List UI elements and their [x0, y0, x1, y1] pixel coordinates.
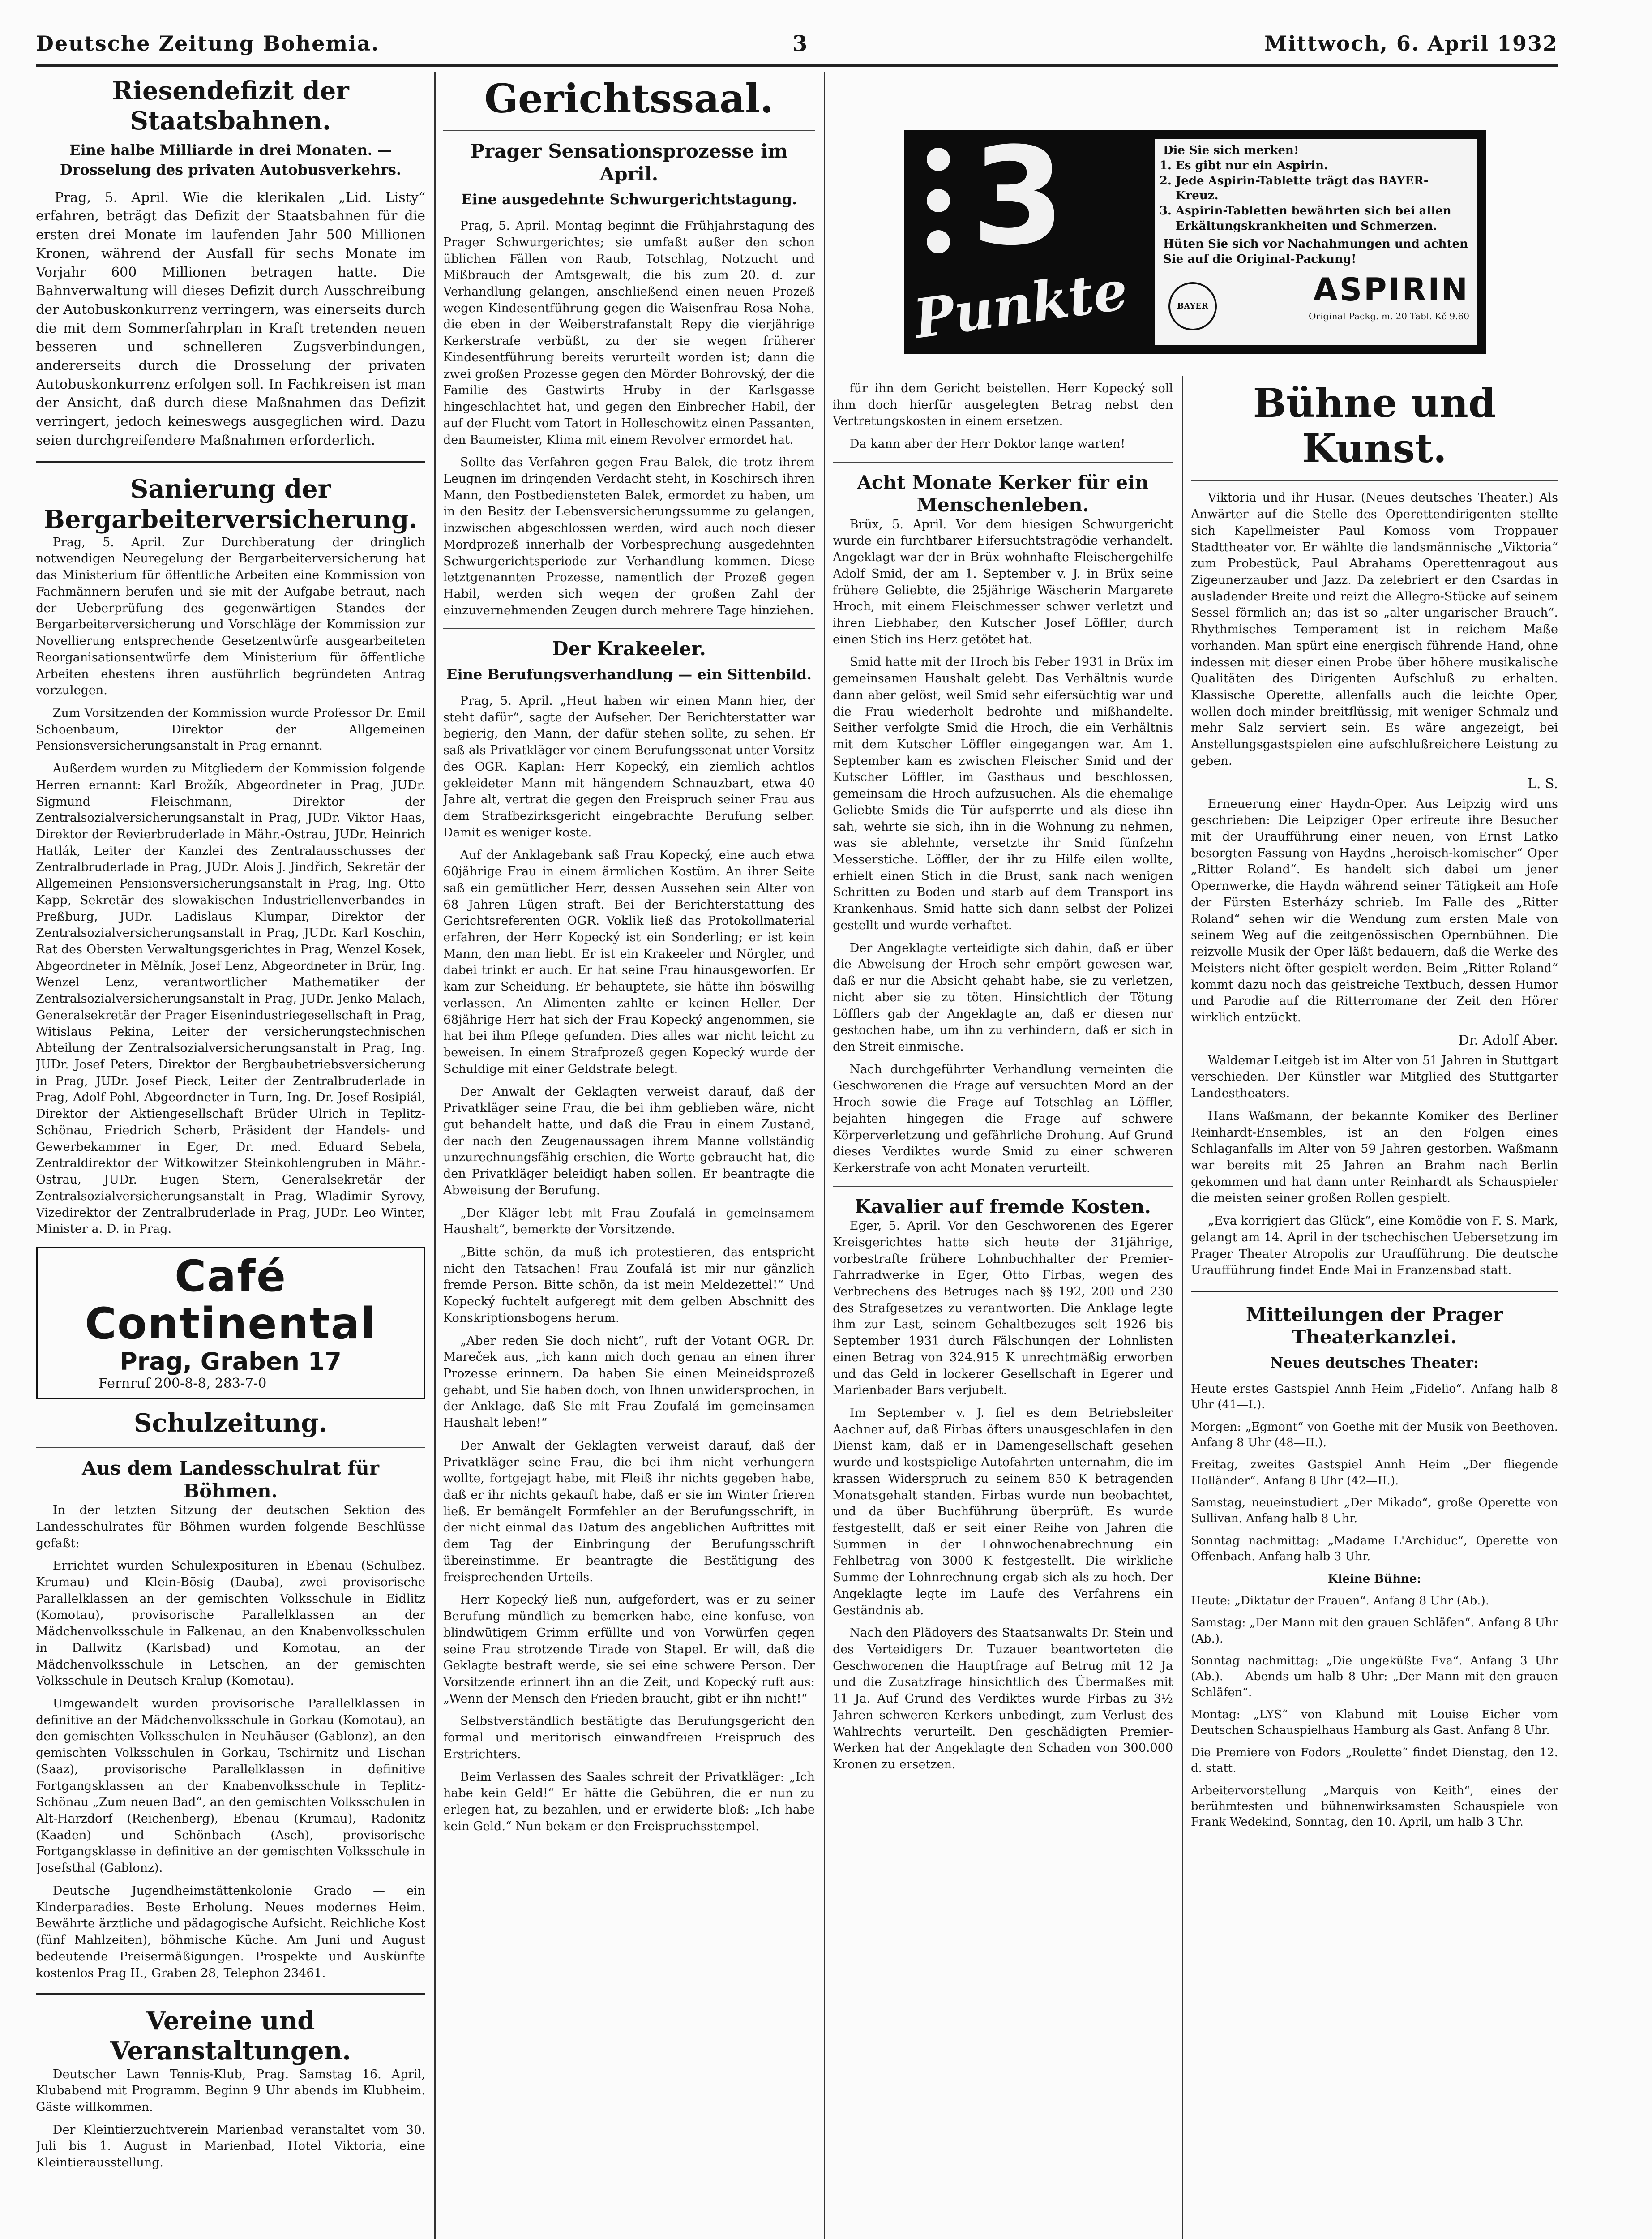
article-body: „Der Kläger lebt mit Frau Zoufalá in gemeinsamem Haushalt“, bemerkte der Vorsitzende.: [443, 1206, 815, 1237]
section-title: Schulzeitung.: [134, 1408, 327, 1438]
section-title: Gerichtssaal.: [484, 76, 774, 122]
listing: Heute erstes Gastspiel Annh Heim „Fidelio“. Anfang halb 8 Uhr (41—I.).: [1191, 1382, 1558, 1412]
divider: [36, 1993, 425, 1995]
article-body: Waldemar Leitgeb ist im Alter von 51 Jahren in Stuttgart verschieden. Der Künstler war Mitglied des Stuttgarter Landestheaters.: [1191, 1053, 1558, 1101]
listing: Sonntag nachmittag: „Madame L'Archiduc“, Operette von Offenbach. Anfang halb 3 Uhr.: [1191, 1534, 1558, 1564]
listing: Samstag, neueinstudiert „Der Mikado“, große Operette von Sullivan. Anfang halb 8 Uhr.: [1191, 1496, 1558, 1526]
article-body: „Eva korrigiert das Glück“, eine Komödie von F. S. Mark, gelangt am 14. April in der tschechischen Uebersetzung im Prager Theater Atropolis zur Uraufführung. Die deutsche Uraufführung findet Ende Mai in Franzensbad statt.: [1191, 1214, 1558, 1278]
section-title: Vereine und Veranstaltungen.: [110, 2006, 351, 2066]
article-body: für ihn dem Gericht beistellen. Herr Kopecký soll ihm doch hierfür ausgelegten Betrag nebst den Vertretungskosten in einem ersetzen.: [833, 382, 1173, 429]
article-body: Beim Verlassen des Saales schreit der Privatkläger: „Ich habe kein Geld!“ Er hätte die Gebühren, die er nun zu erlegen hat, zu bezahlen, und er erwiderte bloß: „Ich habe kein Geld.“ Nun bekam er den Freispruchsstempel.: [443, 1770, 815, 1833]
ad-points: [1163, 159, 1469, 234]
ad-brand: ASPIRIN: [1313, 271, 1469, 309]
article-body: Auf der Anklagebank saß Frau Kopecký, eine auch etwa 60jährige Frau in einem ärmlichen Kostüm. An ihrer Seite saß ein gemütlicher Herr, dessen Aussehen sein Alter von 68 Jahren Lügen straft. Bei der Berichterstattung des Gerichtsreferenten OGR. Voklik ließ das Protokollmaterial erfahren, der Herr Kopecký ist ein Sonderling; er ist kein Mann, den man liebt. Er ist ein Krakeeler und Nörgler, und dabei trinkt er auch. Er hat seine Frau hinausgeworfen. Er kam zur Scheidung. Er behauptete, sie hätte ihn böswillig verlassen. An Alimenten zahlte er keinen Heller. Der 68jährige Herr hat sich der Frau Kopecký angenommen, sie hat bei ihm Pflege gefunden. Dies alles war nicht leicht zu beweisen. In einem Strafprozeß gegen Kopecký wurde der Schuldige mit einer Geldstrafe belegt.: [443, 848, 815, 1076]
divider: [833, 462, 1173, 463]
listing: Die Premiere von Fodors „Roulette“ findet Dienstag, den 12. d. statt.: [1191, 1746, 1558, 1776]
article-body: „Bitte schön, da muß ich protestieren, das entspricht nicht den Tatsachen! Frau Zoufalá ist mir nur gänzlich fremde Person. Bitte schön, da ist mein Meldezettel!“ Und Kopecký fuchtelt aufgeregt mit dem gelben Abschnitt des Konskriptionsbogens herum.: [443, 1245, 815, 1325]
article-subtitle: Eine ausgedehnte Schwurgerichtstagung.: [461, 190, 797, 208]
signature: L. S.: [1527, 776, 1558, 792]
listing: Heute: „Diktatur der Frauen“. Anfang 8 Uhr (Ab.).: [1191, 1594, 1489, 1608]
article-body: Erneuerung einer Haydn-Oper. Aus Leipzig wird uns geschrieben: Die Leipziger Oper erfreute ihre Besucher mit der Uraufführung einer neuen, von Ernst Latko besorgten Fassung von Haydns „heroisch-komischer“ Oper „Ritter Roland“. Es handelt sich dabei um jener Opernwerke, die Haydn während seiner Tätigkeit am Hofe der Fürsten Esterházy schrieb. Im Falle des „Ritter Roland“ sehen wir die Wendung zum ersten Male von seinem Weg auf die zeitgenössischen Opernbühnen. Die reizvolle Musik der Oper läßt bedauern, daß die Werke des Meisters nicht öfter gespielt werden. Beim „Ritter Roland“ kommt dazu noch das geistreiche Textbuch, dessen Humor und Parodie auf die Ritterromane der Zeit den Hörer wirklich entzückt.: [1191, 797, 1558, 1025]
issue-date: Mittwoch, 6. April 1932: [1264, 31, 1558, 56]
article-body: Viktoria und ihr Husar. (Neues deutsches Theater.) Als Anwärter auf die Stelle des Operettendirigenten stellte sich Kapellmeister Paul Komoss vom Troppauer Stadttheater vor. Er wählte die landsmännische „Viktoria“ zum Probestück, Paul Abrahams Operettenragout aus Zigeunerzauber und Jazz. Da zelebriert er den Csardas in ausladender Breite und reizt die Allegro-Stücke auf seinem Sessel förmlich an; das ist so „alter ungarischer Brauch“. Rhythmisches Temperament ist in reichem Maße vorhanden. Man spürt eine energisch führende Hand, ohne indessen mit dieser einen Probe über höhere musikalische Qualitäten des Dirigenten Aufschluß zu erhalten. Klassische Operette, allenfalls auch die leichte Oper, wollen doch minder breitflüssig, mit weniger Schmalz und mehr Salz serviert sein. Es wäre angezeigt, bei Anstellungsgastspielen eine aufschlußreichere Leistung zu geben.: [1191, 491, 1558, 768]
listing-heading: Kleine Bühne:: [1327, 1572, 1421, 1586]
column-2: [443, 76, 815, 2239]
listing: Freitag, zweites Gastspiel Annh Heim „Der fliegende Holländer“. Anfang 8 Uhr (42—II.).: [1191, 1458, 1558, 1488]
divider: [36, 1447, 425, 1448]
column-4: [1191, 381, 1558, 2239]
article-title: Aus dem Landesschulrat für Böhmen.: [82, 1457, 379, 1502]
ad-address: Prag, Graben 17: [120, 1347, 342, 1376]
article-body: Im September v. J. fiel es dem Betriebsleiter Aachner auf, daß Firbas öfters unausgeschlafen in den Dienst kam, daß er in Damengesellschaft gesehen wurde und kostspielige Autofahrten unternahm, die im krassen Widerspruch zu seinem 850 K betragenden Monatsgehalt standen. Firbas wurde nun beobachtet, und da über Buchführung überprüft. Es wurde festgestellt, daß er seit einer Reihe von Jahren die Summen in der Lohnwochenabrechnung ein Fehlbetrag von 3000 K festgestellt. Die wirkliche Summe der Lohnrechnung ergab sich als zu hoch. Der Angeklagte legte im Laufe des Verfahrens ein Geständnis ab.: [833, 1406, 1173, 1617]
article-body: Prag, 5. April. Montag beginnt die Frühjahrstagung des Prager Schwurgerichtes; sie umfaßt außer den schon üblichen Fällen von Raub, Totschlag, Notzucht und Mißbrauch der Amtsgewalt, die bis zum 20. d. zur Verhandlung gelangen, anschließend einen neuen Prozeß wegen Kindesentführung gegen die Waisenfrau Rosa Noha, die eben in der Weiberstrafanstalt Repy die vierjährige Kerkerstrafe verbüßt, zu der sie wegen früherer Kindesentführung bereits verurteilt worden ist; dann die zwei großen Prozesse gegen den Mörder Bohrovský, der die Familie des Gastwirts Hruby in der Karlsgasse hingeschlachtet hat, und gegen den Einbrecher Habil, der auf der Flucht vom Tatort in Holleschowitz einen Passanten, den Baumeister, Klima mit einem Revolver ermordet hat.: [443, 219, 815, 447]
divider: [36, 461, 425, 463]
article-body: Hans Waßmann, der bekannte Komiker des Berliner Reinhardt-Ensembles, ist an den Folgen eines Schlaganfalls im Alter von 59 Jahren gestorben. Waßmann war bereits mit 25 Jahren an Brahm nach Berlin gekommen und hat dann unter Reinhardt als Schauspieler die meisten seiner großen Rollen gespielt.: [1191, 1109, 1558, 1205]
article-body: Nach den Plädoyers des Staatsanwalts Dr. Stein und des Verteidigers Dr. Tuzauer beantworteten die Geschworenen die Hauptfrage auf Betrug mit 12 Ja und die Zusatzfrage hinsichtlich des Übermaßes mit 11 Ja. Auf Grund des Verdiktes wurde Firbas zu 3½ Jahren schweren Kerkers unbedingt, zum Verlust des Wahlrechts verurteilt. Den geschädigten Premier-Werken hat der Angeklagte den Schaden von 300.000 Kronen zu ersetzen.: [833, 1626, 1173, 1772]
ad-phone: Fernruf 200-8-8, 283-7-0: [98, 1376, 267, 1392]
aspirin-ad: [904, 119, 1486, 354]
article-body: Da kann aber der Herr Doktor lange warten!: [849, 437, 1126, 451]
divider: [443, 130, 815, 131]
article-body: Smid hatte mit der Hroch bis Feber 1931 in Brüx im gemeinsamen Haushalt gelebt. Das Verhältnis wurde dann aber gelöst, weil Smid sehr eifersüchtig war und die Frau wiederholt bedrohte und mißhandelte. Seither verfolgte Smid die Hroch, die ein Verhältnis mit dem Kutscher Löffler eingegangen war. Am 1. September kam es zwischen Fleischer Smid und der Kutscher Löffler, im Gasthaus und beschlossen, gemeinsam die Hroch aufzusuchen. Als die ehemalige Geliebte Smids die Tür aufsperrte und als diese ihn sah, wehrte sie sich, ihn in die Wohnung zu nehmen, was sie ablehnte, versetzte ihr Smid fünfzehn Messerstiche. Löffler, der ihr zu Hilfe eilen wollte, erhielt einen Stich in die Brust, sank nach wenigen Schritten zu Boden und starb auf dem Transport ins Krankenhaus. Smid hatte sich dann selbst der Polizei gestellt und wurde verhaftet.: [833, 655, 1173, 932]
ad-point: 3. Aspirin-Tabletten bewährten sich bei allen Erkältungskrankheiten und Schmerzen.: [1176, 204, 1469, 234]
article-body: Brüx, 5. April. Vor dem hiesigen Schwurgericht wurde ein furchtbarer Eifersuchtstragödie verhandelt. Angeklagt war der in Brüx wohnhafte Fleischergehilfe Adolf Smid, der am 1. September v. J. in Brüx seine frühere Geliebte, die 25jährige Wäscherin Margarete Hroch, mit einem Fleischmesser schwer verletzt und ihren Liebhaber, den Kutscher Josef Löffler, durch einen Stich ins Herz getötet hat.: [833, 517, 1173, 647]
listing: Morgen: „Egmont“ von Goethe mit der Musik von Beethoven. Anfang 8 Uhr (48—II.).: [1191, 1420, 1558, 1450]
article-body: Außerdem wurden zu Mitgliedern der Kommission folgende Herren ernannt: Karl Brožík, Abgeordneter in Prag, JUDr. Sigmund Fleischmann, Direktor der Zentralsozialversicherungsanstalt in Prag, JUDr. Viktor Haas, Direktor der Revierbruderlade in Mähr.-Ostrau, JUDr. Heinrich Hatlák, Leiter der Kanzlei des Zentralausschusses der Zentralbruderlade in Prag, JUDr. Alois J. Jindřich, Sekretär der Allgemeinen Pensionsversicherungsanstalt in Prag, Ing. Otto Kapp, Sekretär des slowakischen Industriellenverbandes in Preßburg, JUDr. Ladislaus Klumpar, Direktor der Zentralsozialversicherungsanstalt in Prag, JUDr. Karl Koschin, Rat des Obersten Verwaltungsgerichtes in Prag, Wenzel Kosek, Abgeordneter in Mělník, Josef Lenz, Abgeordneter in Brür, Ing. Wenzel Lenz, verantwortlicher Mathematiker der Zentralsozialversicherungsanstalt in Prag, JUDr. Jenko Malach, Generalsekretär der Prager Eisenindustriegesellschaft in Prag, Witislaus Pekina, Leiter der versicherungstechnischen Abteilung der Zentralsozialversicherungsanstalt in Prag, Ing. JUDr. Josef Peters, Direktor der Bergbaubetriebsversicherung in Prag, JUDr. Josef Pieck, Leiter der Zentralbruderlade in Prag, Adolf Pohl, Abgeordneter in Turn, Ing. Dr. Josef Rosipiál, Direktor der Aktiengesellschaft Brüder Ulrich in Teplitz-Schönau, Friedrich Scherb, Präsident der Handels- und Gewerbekammer in Eger, Dr. med. Eduard Sebela, Zentraldirektor der Witkowitzer Steinkohlengruben in Mähr.-Ostrau, JUDr. Eugen Stern, Generalsekretär der Zentralsozialversicherungsanstalt in Prag, Wladimir Syrovy, Vizedirektor der Zentralbruderlade in Prag, JUDr. Leo Winter, Minister a. D. in Prag.: [36, 762, 425, 1236]
theater-heading: Neues deutsches Theater:: [1270, 1354, 1479, 1371]
article-body: Sollte das Verfahren gegen Frau Balek, die trotz ihrem Leugnen im dringenden Verdacht steht, in Koschirsch ihren Mann, den Postbediensteten Balek, ermordet zu haben, um in den Besitz der Lebensversicherungssumme zu gelangen, inzwischen abgeschlossen werden, wird auch noch dieser Mordprozeß innerhalb der Vorbesprechung ausgedehnten Schwurgerichtsperiode zur Verhandlung kommen. Diese letztgenannten Prozesse, namentlich der Prozeß gegen Habil, werden sich wegen der großen Zahl der einzuvernehmenden Zeugen durch mehrere Tage hinziehen.: [443, 455, 815, 618]
article-body: In der letzten Sitzung der deutschen Sektion des Landesschulrates für Böhmen wurden folgende Beschlüsse gefaßt:: [36, 1503, 425, 1550]
column-rule: [824, 72, 825, 2239]
article-title: Der Krakeeler.: [552, 638, 706, 660]
article-body: Der Anwalt der Geklagten verweist darauf, daß der Privatkläger seine Frau, die bei ihm nicht verhungern wollte, fortgejagt habe, mit Fleiß ihr nichts gegeben habe, daß er ihr nichts gekauft habe, daß er sie im Winter frieren ließ. Er bemängelt Formfehler an der Berufungsschrift, in der nicht einmal das Datum des angeblichen Auftrittes mit dem Tag der Einbringung der Berufungsschrift übereinstimme. Er beantragte die Bestätigung des freisprechenden Urteils.: [443, 1438, 815, 1584]
bayer-cross-icon: BAYER: [1168, 282, 1217, 330]
article-body: Prag, 5. April. Wie die klerikalen „Lid. Listy“ erfahren, beträgt das Defizit der Staatsbahnen für die ersten drei Monate im laufenden Jahr 500 Millionen Kronen, während der Ausfall für sechs Monate im Vorjahr 600 Millionen betragen hatte. Die Bahnverwaltung will dieses Defizit durch Ausschreibung der Autobuskonkurrenz verringern, was einerseits durch die mit dem Sommerfahrplan in Kraft tretenden neuen besseren und schnelleren Zugsverbindungen, andererseits durch die Drosselung der privaten Autobuskonkurrenz erfolgen soll. In Fachkreisen ist man der Ansicht, daß durch diese Maßnahmen das Defizit verringert, jedoch keineswegs ausgeglichen wird. Dazu seien durchgreifendere Maßnahmen erforderlich.: [36, 189, 425, 448]
ad-warning: Hüten Sie sich vor Nachahmungen und achten Sie auf die Original-Packung!: [1163, 237, 1468, 266]
listing: Samstag: „Der Mann mit den grauen Schläfen“. Anfang 8 Uhr (Ab.).: [1191, 1616, 1558, 1646]
ad-intro: Die Sie sich merken!: [1163, 144, 1299, 157]
ad-point: 1. Es gibt nur ein Aspirin.: [1176, 159, 1469, 174]
section-title: Bühne und Kunst.: [1253, 381, 1496, 472]
column-rule: [1182, 376, 1183, 2239]
divider: [443, 628, 815, 629]
article-body: Errichtet wurden Schulexposituren in Ebenau (Schulbez. Krumau) und Klein-Bösig (Dauba), zwei provisorische Parallelklassen an der gemischten Volksschule in Eidlitz (Komotau), provisorische Parallelklassen an der Mädchenvolksschule in Falkenau, an den Knabenvolksschulen in Dallwitz (Karlsbad) und Komotau, an der Mädchenvolksschule in Letschen, an der gemischten Volksschule in Deutsch Kralup (Komotau).: [36, 1559, 425, 1688]
article-title: Mitteilungen der Prager Theaterkanzlei.: [1245, 1304, 1503, 1348]
cafe-continental-ad: [36, 1247, 425, 1399]
article-title: Kavalier auf fremde Kosten.: [855, 1195, 1151, 1218]
divider: [1191, 1291, 1558, 1292]
article-body: Herr Kopecký ließ nun, aufgefordert, was er zu seiner Berufung mündlich zu bemerken habe, eine konfuse, von blindwütigem Grimm erfüllte und von Vorwürfen gegen seine Frau strotzende Tirade von Stapel. Er will, daß die Geklagte bestraft werde, sie sei eine schwere Person. Der Vorsitzende erinnert ihn an die Zeit, und Kopecký ruft aus: „Wenn der Mensch den Frieden braucht, gibt er ihn nicht!“: [443, 1593, 815, 1706]
divider: [833, 1186, 1173, 1187]
ad-pack: Original-Packg. m. 20 Tabl. Kč 9.60: [1309, 311, 1469, 322]
listing: Montag: „LYS“ von Klabund mit Louise Eicher vom Deutschen Schauspielhaus Hamburg als Gast. Anfang 8 Uhr.: [1191, 1708, 1558, 1737]
column-1: [36, 76, 425, 2239]
article-body: Der Angeklagte verteidigte sich dahin, daß er über die Abweisung der Hroch sehr empört gewesen war, daß er nur die Absicht gehabt habe, sie zu verletzen, nicht aber sie zu töten. Hinsichtlich der Tötung Löfflers gab der Angeklagte an, daß er diesen nur gestochen habe, um ihn zu verhindern, daß er sich in den Streit einmische.: [833, 941, 1173, 1054]
article-body: Zum Vorsitzenden der Kommission wurde Professor Dr. Emil Schoenbaum, Direktor der Allgemeinen Pensionsversicherungsanstalt in Prag ernannt.: [36, 706, 425, 753]
article-body: Prag, 5. April. Zur Durchberatung der dringlich notwendigen Neuregelung der Bergarbeiterversicherung hat das Ministerium für öffentliche Arbeiten eine Kommission von Fachmännern berufen und sie mit der Aufgabe betraut, nach der Ueberprüfung des gegenwärtigen Standes der Bergarbeiterversicherung und Vorschläge der Kommission zur Novellierung entsprechende Gesetzentwürfe ausgearbeiteten Reorganisationsentwürfe dem Ministerium für öffentliche Arbeiten ehestens ihren ausführlich begründeten Antrag vorzulegen.: [36, 535, 425, 698]
article-title: Sanierung der Bergarbeiterversicherung.: [43, 474, 418, 534]
article-subtitle: Eine Berufungsverhandlung — ein Sittenbild.: [446, 665, 812, 683]
ad-punkte: Punkte: [910, 258, 1132, 351]
signature: Dr. Adolf Aber.: [1458, 1032, 1558, 1048]
article-subtitle: Eine halbe Milliarde in drei Monaten. — Drosselung des privaten Autobusverkehrs.: [60, 142, 402, 178]
article-body: Prag, 5. April. „Heut haben wir einen Mann hier, der steht dafür“, sagte der Aufseher. Der Berichterstatter war begierig, den Mann, der dafür stehen sollte, zu sehen. Er saß als Privatkläger vor einem Berufungssenat unter Vorsitz des OGR. Kaplan: Herr Kopecký, ein ziemlich achtlos gekleideter Mann mit hängendem Schnauzbart, etwa 40 Jahre alt, vertrat die gegen den Freispruch seiner Frau aus dem Strafbezirksgericht eingebrachte Berufung selber. Damit es weniger koste.: [443, 694, 815, 840]
article-body: „Aber reden Sie doch nicht“, ruft der Votant OGR. Dr. Mareček aus, „ich kann mich doch genau an einen ihrer Prozesse erinnern. Da haben Sie einen Meineidsprozeß gehabt, und Sie haben doch, von Ihnen unwidersprochen, in der Anklage, daß Sie mit Frau Zoufalá im gemeinsamen Haushalt leben!“: [443, 1334, 815, 1430]
listing: Sonntag nachmittag: „Die ungeküßte Eva“. Anfang 3 Uhr (Ab.). — Abends um halb 8 Uhr: „Der Mann mit den grauen Schläfen“.: [1191, 1654, 1558, 1699]
notice: Deutscher Lawn Tennis-Klub, Prag. Samstag 16. April, Klubabend mit Programm. Beginn 9 Uhr abends im Klubheim. Gäste willkommen.: [36, 2067, 425, 2115]
masthead: [36, 27, 1558, 67]
article-title: Prager Sensationsprozesse im April.: [470, 140, 788, 185]
dots-graphic: [927, 148, 954, 271]
ad-number: 3: [972, 119, 1065, 275]
article-body: Der Anwalt der Geklagten verweist darauf, daß der Privatkläger seine Frau, die bei ihm geblieben wäre, nicht gut behandelt hatte, und daß die Frau in einem Zustand, der nach den Zeugenaussagen ihrem Manne vollständig unzurechnungsfähig erschien, die Worte gebraucht hat, die den Privatkläger beleidigt haben sollen. Er beantragte die Abweisung der Berufung.: [443, 1085, 815, 1197]
divider: [1191, 480, 1558, 481]
newspaper-name: Deutsche Zeitung Bohemia.: [36, 31, 380, 56]
notice: Deutsche Jugendheimstättenkolonie Grado — ein Kinderparadies. Beste Erholung. Neues modernes Heim. Bewährte ärztliche und pädagogische Aufsicht. Reichliche Kost (fünf Mahlzeiten), böhmische Küche. Am Juni und August bedeutende Preisermäßigungen. Prospekte und Auskünfte kostenlos Prag II., Graben 28, Telephon 23461.: [36, 1883, 425, 1980]
page-number: 3: [792, 31, 808, 56]
article-title: Acht Monate Kerker für ein Menschenleben.: [857, 471, 1149, 516]
article-body: Nach durchgeführter Verhandlung verneinten die Geschworenen die Frage auf versuchten Mord an der Hroch sowie die Frage auf Totschlag an Löffler, bejahten hingegen die Frage auf schwere Körperverletzung und gefährliche Drohung. Auf Grund dieses Verdiktes wurde Smid zu einer schweren Kerkerstrafe von acht Monaten verurteilt.: [833, 1062, 1173, 1175]
ad-point: 2. Jede Aspirin-Tablette trägt das BAYER-Kreuz.: [1176, 174, 1469, 204]
listing: Arbeitervorstellung „Marquis von Keith“, eines der berühmtesten und bühnenwirksamsten Schauspiele von Frank Wedekind, Sonntag, den 10. April, um halb 3 Uhr.: [1191, 1784, 1558, 1829]
article-body: Selbstverständlich bestätigte das Berufungsgericht den formal und meritorisch einwandfreien Freispruch des Erstrichters.: [443, 1714, 815, 1761]
theater-listings: [1191, 1381, 1558, 1831]
column-rule: [434, 72, 436, 2239]
ad-name: Café Continental: [85, 1251, 377, 1349]
ad-text-panel: [1155, 139, 1477, 345]
notice: Der Kleintierzuchtverein Marienbad veranstaltet vom 30. Juli bis 1. August in Marienbad, Hotel Viktoria, eine Kleintierausstellung.: [36, 2123, 425, 2170]
newspaper-page: [36, 27, 1558, 2239]
article-body: Eger, 5. April. Vor den Geschworenen des Egerer Kreisgerichtes hatte sich heute der 31jährige, vorbestrafte frühere Lohnbuchhalter der Premier-Fahrradwerke in Eger, Otto Firbas, wegen des Verbrechens des Betruges nach §§ 192, 200 und 230 des Strafgesetzes zu verantworten. Die Anklage legte ihm zur Last, seinem Gehaltbezuges seit 1926 bis September 1931 durch Fälschungen der Lohnlisten einen Betrag von 324.915 K unrechtmäßig erworben und das Geld in lockerer Gesellschaft in Egerer und Marienbader Bars verjubelt.: [833, 1219, 1173, 1398]
column-3: [833, 381, 1173, 2239]
article-title: Riesendefizit der Staatsbahnen.: [112, 76, 349, 136]
article-body: Umgewandelt wurden provisorische Parallelklassen in definitive an der Mädchenvolksschule in Gorkau (Komotau), an den gemischten Volksschulen in Neuhäuser (Gablonz), an den gemischten Volksschulen in Gorkau, Tschirnitz und Lischan (Saaz), provisorische Parallelklassen in definitive Fortgangsklassen an der Knabenvolksschule in Teplitz-Schönau „Zum neuen Bad“, an den gemischten Volksschulen in Alt-Harzdorf (Reichenberg), Ebenau (Krumau), Radonitz (Kaaden) und Schönbach (Asch), provisorische Fortgangsklasse in definitive an der gemischten Volksschule in Josefsthal (Gablonz).: [36, 1697, 425, 1875]
